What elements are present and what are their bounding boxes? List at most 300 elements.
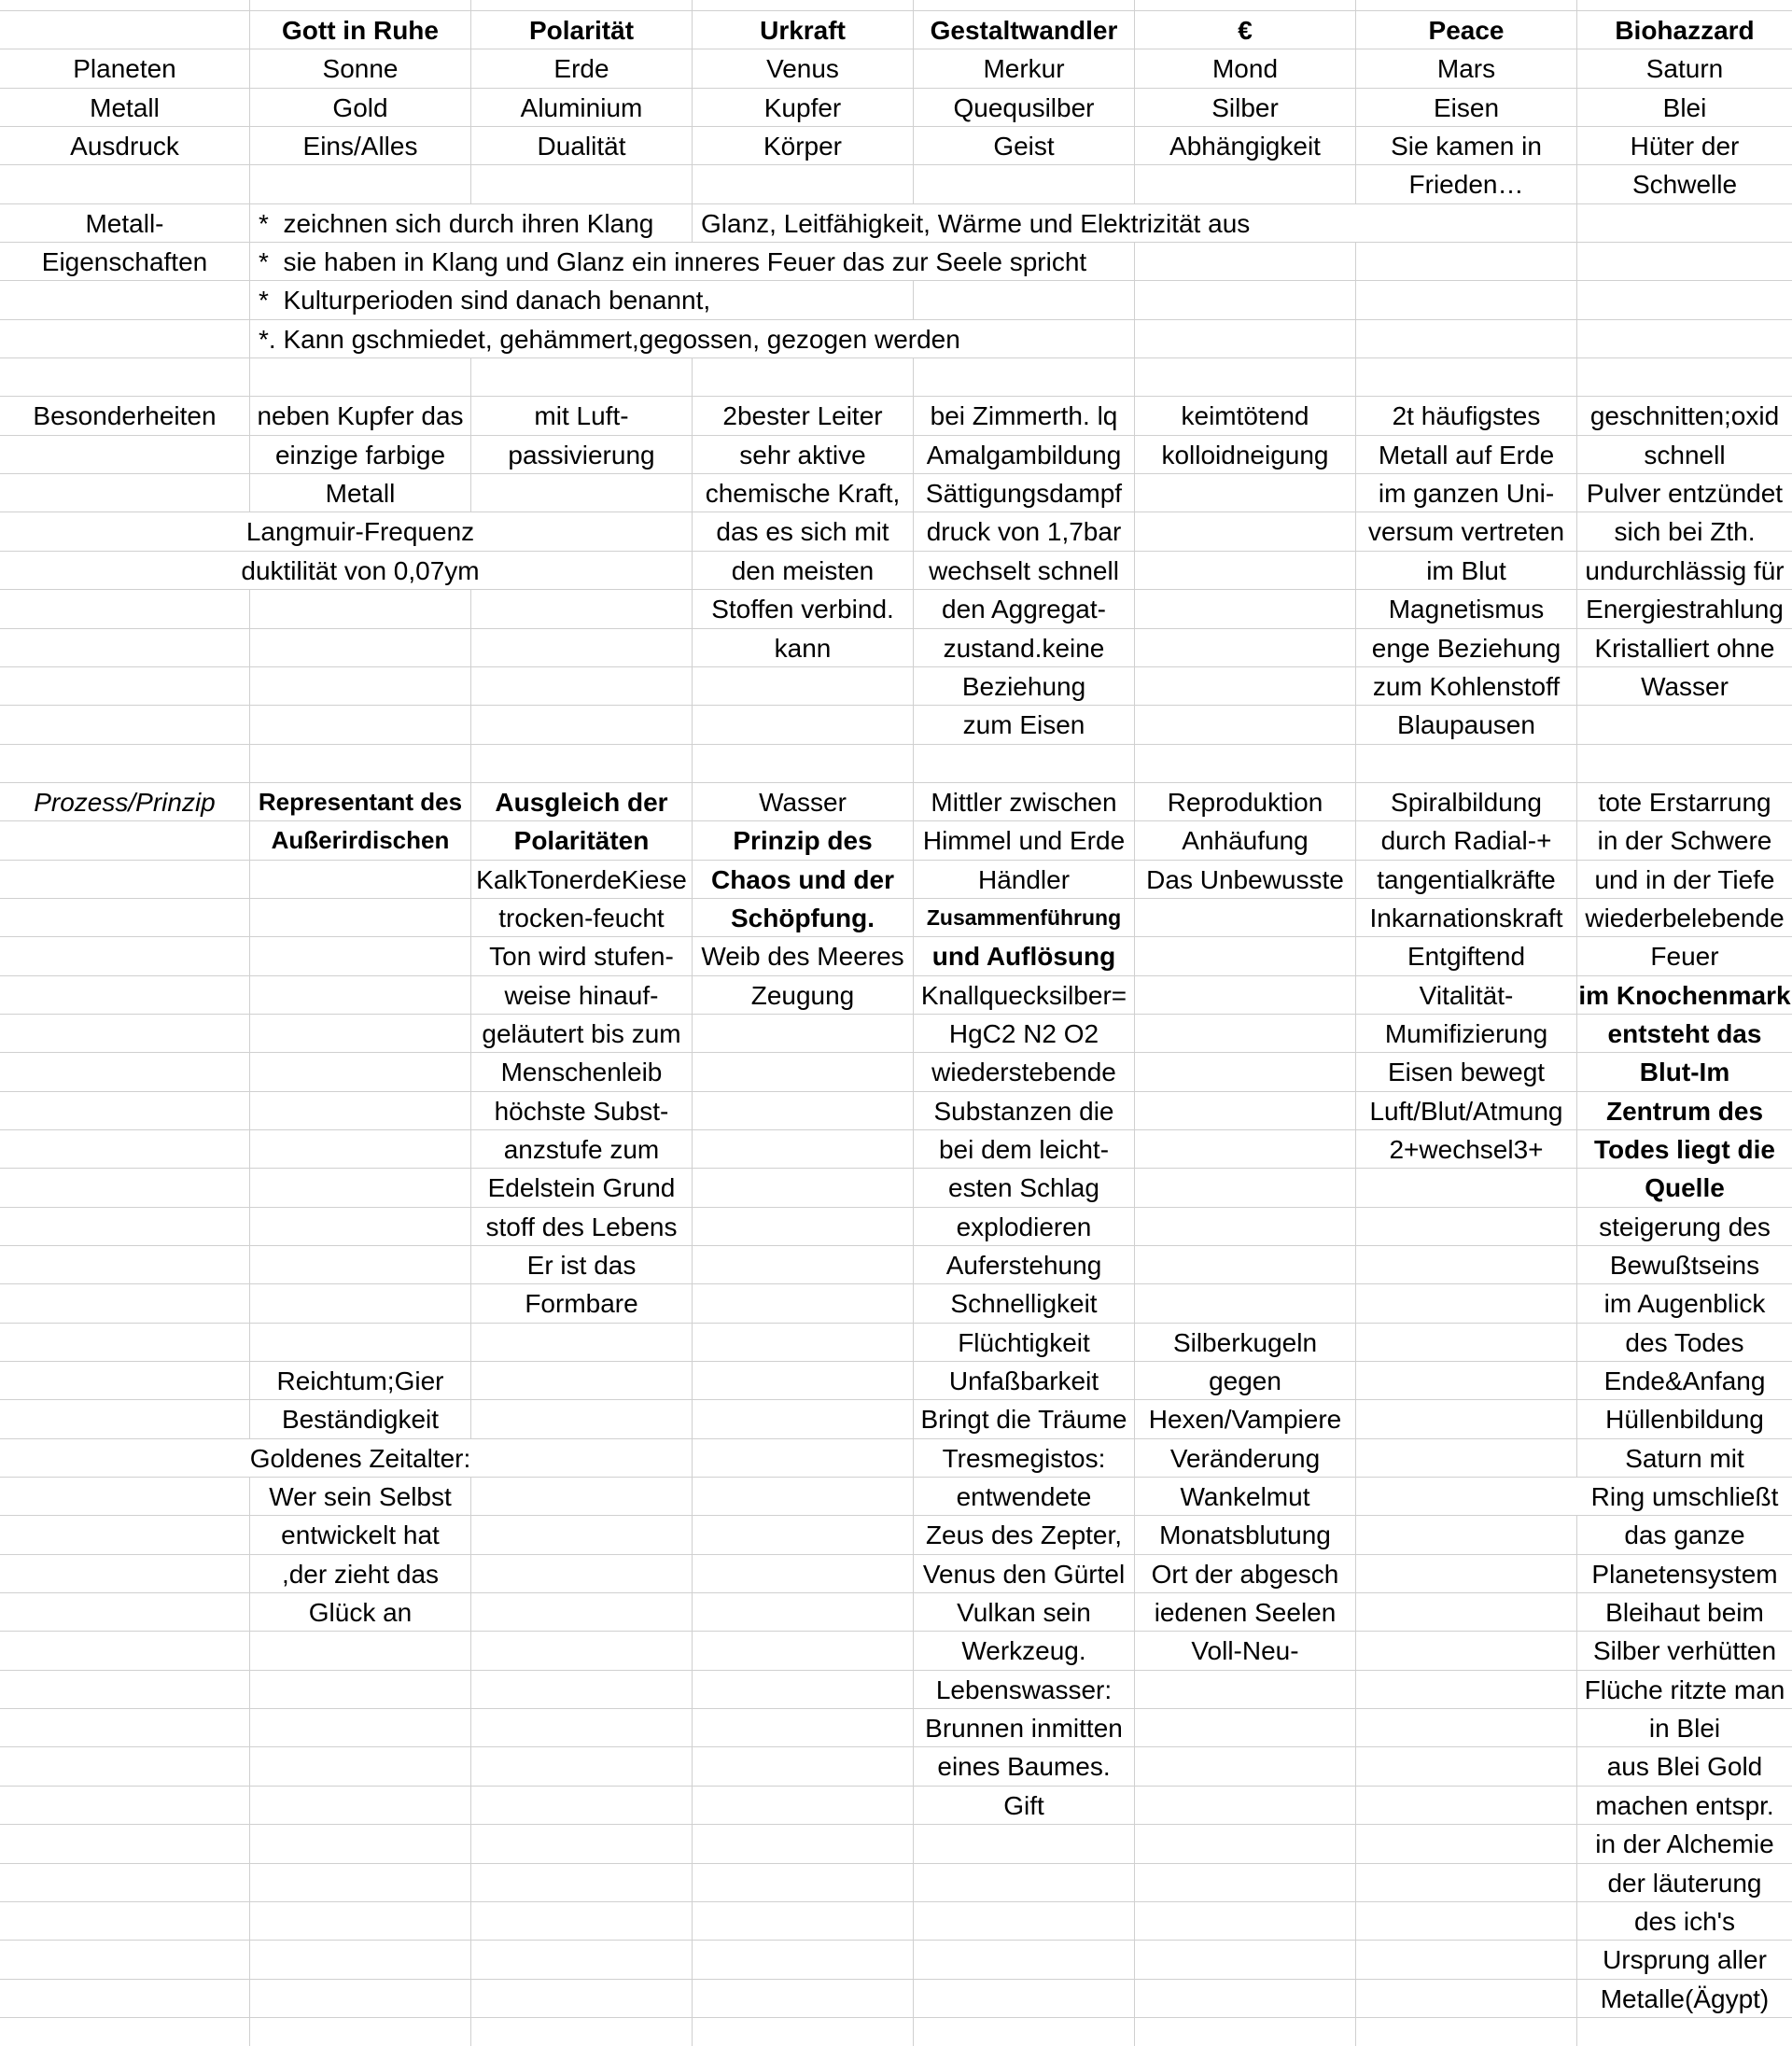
empty-cell[interactable] xyxy=(250,1941,471,1979)
cell-r5c7[interactable] xyxy=(1577,165,1792,203)
empty-cell[interactable] xyxy=(250,590,471,628)
empty-cell[interactable] xyxy=(250,165,471,203)
empty-cell[interactable] xyxy=(693,1593,914,1632)
empty-cell[interactable] xyxy=(250,629,471,667)
cell-r2c2[interactable] xyxy=(471,49,693,88)
empty-cell[interactable] xyxy=(693,1439,914,1478)
empty-cell[interactable] xyxy=(250,1671,471,1709)
empty-cell[interactable] xyxy=(250,976,471,1015)
cell-r12c6[interactable] xyxy=(1356,436,1577,474)
empty-cell[interactable] xyxy=(1356,1400,1577,1438)
empty-cell[interactable] xyxy=(693,1053,914,1091)
cell-r25c2[interactable] xyxy=(471,937,693,975)
cell-r21c2[interactable] xyxy=(471,783,693,821)
empty-cell[interactable] xyxy=(250,745,471,783)
empty-cell[interactable] xyxy=(0,1593,250,1632)
cell-r34c7[interactable] xyxy=(1577,1284,1792,1323)
empty-cell[interactable] xyxy=(693,1747,914,1786)
empty-cell[interactable] xyxy=(250,1208,471,1246)
cell-r5c6[interactable] xyxy=(1356,165,1577,203)
cell-r26c7[interactable] xyxy=(1577,976,1792,1015)
empty-cell[interactable] xyxy=(471,1747,693,1786)
cell-r26c6[interactable] xyxy=(1356,976,1577,1015)
cell-r39c5[interactable] xyxy=(1135,1478,1356,1516)
cell-r1c4[interactable] xyxy=(914,11,1135,49)
cell-r33c4[interactable] xyxy=(914,1246,1135,1284)
cell-r36c4[interactable] xyxy=(914,1362,1135,1400)
empty-cell[interactable] xyxy=(250,1284,471,1323)
cell-r47c4[interactable] xyxy=(914,1787,1135,1825)
cell-r43c7[interactable] xyxy=(1577,1632,1792,1670)
empty-cell[interactable] xyxy=(693,1632,914,1670)
cell-r26c3[interactable] xyxy=(693,976,914,1015)
empty-cell[interactable] xyxy=(250,667,471,706)
empty-cell[interactable] xyxy=(471,745,693,783)
cell-r4c0[interactable] xyxy=(0,127,250,165)
empty-cell[interactable] xyxy=(914,165,1135,203)
cell-r12c1[interactable] xyxy=(250,436,471,474)
empty-cell[interactable] xyxy=(471,1825,693,1863)
empty-cell[interactable] xyxy=(1356,320,1577,358)
cell-r3c3[interactable] xyxy=(693,89,914,127)
cell-r2c4[interactable] xyxy=(914,49,1135,88)
cell-r33c2[interactable] xyxy=(471,1246,693,1284)
cell-r12c7[interactable] xyxy=(1577,436,1792,474)
cell-r40c5[interactable] xyxy=(1135,1516,1356,1554)
empty-cell[interactable] xyxy=(0,1516,250,1554)
empty-cell[interactable] xyxy=(0,1747,250,1786)
cell-r17c4[interactable] xyxy=(914,629,1135,667)
empty-cell[interactable] xyxy=(0,0,250,11)
empty-cell[interactable] xyxy=(693,1246,914,1284)
empty-cell[interactable] xyxy=(693,1208,914,1246)
empty-cell[interactable] xyxy=(250,1015,471,1053)
empty-cell[interactable] xyxy=(250,861,471,899)
empty-cell[interactable] xyxy=(693,1516,914,1554)
empty-cell[interactable] xyxy=(914,2018,1135,2046)
cell-r22c3[interactable] xyxy=(693,821,914,860)
cell-r13c3[interactable] xyxy=(693,474,914,512)
empty-cell[interactable] xyxy=(1356,1439,1577,1478)
empty-cell[interactable] xyxy=(0,1169,250,1207)
cell-r22c5[interactable] xyxy=(1135,821,1356,860)
cell-r1c5[interactable] xyxy=(1135,11,1356,49)
empty-cell[interactable] xyxy=(250,1747,471,1786)
empty-cell[interactable] xyxy=(914,281,1135,319)
empty-cell[interactable] xyxy=(693,1787,914,1825)
cell-r1c1[interactable] xyxy=(250,11,471,49)
empty-cell[interactable] xyxy=(693,1092,914,1130)
cell-r2c7[interactable] xyxy=(1577,49,1792,88)
cell-r38c7[interactable] xyxy=(1577,1439,1792,1478)
cell-r28c2[interactable] xyxy=(471,1053,693,1091)
cell-r41c7[interactable] xyxy=(1577,1555,1792,1593)
cell-r21c3[interactable] xyxy=(693,783,914,821)
empty-cell[interactable] xyxy=(250,1787,471,1825)
cell-r30c4[interactable] xyxy=(914,1130,1135,1169)
empty-cell[interactable] xyxy=(1356,0,1577,11)
empty-cell[interactable] xyxy=(693,1709,914,1747)
empty-cell[interactable] xyxy=(250,1864,471,1902)
cell-r29c4[interactable] xyxy=(914,1092,1135,1130)
cell-r4c3[interactable] xyxy=(693,127,914,165)
cell-r31c2[interactable] xyxy=(471,1169,693,1207)
empty-cell[interactable] xyxy=(471,2018,693,2046)
empty-cell[interactable] xyxy=(1135,1169,1356,1207)
cell-r32c4[interactable] xyxy=(914,1208,1135,1246)
empty-cell[interactable] xyxy=(693,1825,914,1863)
empty-cell[interactable] xyxy=(693,0,914,11)
empty-cell[interactable] xyxy=(1135,976,1356,1015)
empty-cell[interactable] xyxy=(471,590,693,628)
empty-cell[interactable] xyxy=(1135,512,1356,551)
empty-cell[interactable] xyxy=(471,1362,693,1400)
empty-cell[interactable] xyxy=(0,165,250,203)
empty-cell[interactable] xyxy=(1356,1787,1577,1825)
empty-cell[interactable] xyxy=(0,590,250,628)
empty-cell[interactable] xyxy=(250,1902,471,1941)
cell-r41c1[interactable] xyxy=(250,1555,471,1593)
empty-cell[interactable] xyxy=(250,2018,471,2046)
empty-cell[interactable] xyxy=(250,1709,471,1747)
cell-r28c6[interactable] xyxy=(1356,1053,1577,1091)
empty-cell[interactable] xyxy=(1356,1902,1577,1941)
empty-cell[interactable] xyxy=(1135,1709,1356,1747)
empty-cell[interactable] xyxy=(250,1130,471,1169)
empty-cell[interactable] xyxy=(471,629,693,667)
cell-r9c1[interactable] xyxy=(250,320,1135,358)
empty-cell[interactable] xyxy=(471,1632,693,1670)
empty-cell[interactable] xyxy=(0,899,250,937)
cell-r40c1[interactable] xyxy=(250,1516,471,1554)
empty-cell[interactable] xyxy=(1356,1208,1577,1246)
cell-r39c4[interactable] xyxy=(914,1478,1135,1516)
empty-cell[interactable] xyxy=(0,667,250,706)
cell-r35c7[interactable] xyxy=(1577,1324,1792,1362)
empty-cell[interactable] xyxy=(1135,899,1356,937)
cell-r31c4[interactable] xyxy=(914,1169,1135,1207)
empty-cell[interactable] xyxy=(0,821,250,860)
cell-r38c5[interactable] xyxy=(1135,1439,1356,1478)
empty-cell[interactable] xyxy=(471,0,693,11)
cell-r6c0[interactable] xyxy=(0,204,250,243)
empty-cell[interactable] xyxy=(0,1284,250,1323)
cell-r40c7[interactable] xyxy=(1577,1516,1792,1554)
cell-r50c7[interactable] xyxy=(1577,1902,1792,1941)
cell-r11c2[interactable] xyxy=(471,397,693,435)
empty-cell[interactable] xyxy=(1356,1516,1577,1554)
cell-r24c3[interactable] xyxy=(693,899,914,937)
empty-cell[interactable] xyxy=(693,358,914,397)
empty-cell[interactable] xyxy=(1577,204,1792,243)
cell-r8c1[interactable] xyxy=(250,281,914,319)
empty-cell[interactable] xyxy=(1356,1593,1577,1632)
cell-r21c4[interactable] xyxy=(914,783,1135,821)
empty-cell[interactable] xyxy=(1135,1980,1356,2018)
empty-cell[interactable] xyxy=(471,1593,693,1632)
empty-cell[interactable] xyxy=(1135,745,1356,783)
empty-cell[interactable] xyxy=(1356,2018,1577,2046)
cell-r18c4[interactable] xyxy=(914,667,1135,706)
empty-cell[interactable] xyxy=(0,1130,250,1169)
empty-cell[interactable] xyxy=(1577,706,1792,744)
empty-cell[interactable] xyxy=(0,1902,250,1941)
empty-cell[interactable] xyxy=(0,1825,250,1863)
cell-r23c4[interactable] xyxy=(914,861,1135,899)
cell-r13c1[interactable] xyxy=(250,474,471,512)
cell-r49c7[interactable] xyxy=(1577,1864,1792,1902)
empty-cell[interactable] xyxy=(1577,2018,1792,2046)
empty-cell[interactable] xyxy=(1356,243,1577,281)
empty-cell[interactable] xyxy=(471,1671,693,1709)
cell-r4c6[interactable] xyxy=(1356,127,1577,165)
cell-r14c7[interactable] xyxy=(1577,512,1792,551)
empty-cell[interactable] xyxy=(1356,1555,1577,1593)
empty-cell[interactable] xyxy=(0,358,250,397)
cell-r1c2[interactable] xyxy=(471,11,693,49)
empty-cell[interactable] xyxy=(1135,937,1356,975)
empty-cell[interactable] xyxy=(693,2018,914,2046)
empty-cell[interactable] xyxy=(693,1671,914,1709)
empty-cell[interactable] xyxy=(1577,745,1792,783)
cell-r48c7[interactable] xyxy=(1577,1825,1792,1863)
cell-r25c7[interactable] xyxy=(1577,937,1792,975)
empty-cell[interactable] xyxy=(0,629,250,667)
cell-r27c2[interactable] xyxy=(471,1015,693,1053)
cell-r40c4[interactable] xyxy=(914,1516,1135,1554)
cell-r24c2[interactable] xyxy=(471,899,693,937)
empty-cell[interactable] xyxy=(250,1825,471,1863)
cell-r42c5[interactable] xyxy=(1135,1593,1356,1632)
cell-r11c1[interactable] xyxy=(250,397,471,435)
empty-cell[interactable] xyxy=(471,1555,693,1593)
cell-r3c2[interactable] xyxy=(471,89,693,127)
cell-r52c7[interactable] xyxy=(1577,1980,1792,2018)
empty-cell[interactable] xyxy=(1135,281,1356,319)
cell-r16c6[interactable] xyxy=(1356,590,1577,628)
empty-cell[interactable] xyxy=(471,1941,693,1979)
cell-r27c6[interactable] xyxy=(1356,1015,1577,1053)
cell-r42c7[interactable] xyxy=(1577,1593,1792,1632)
cell-r26c2[interactable] xyxy=(471,976,693,1015)
empty-cell[interactable] xyxy=(471,358,693,397)
cell-r12c4[interactable] xyxy=(914,436,1135,474)
empty-cell[interactable] xyxy=(1577,320,1792,358)
empty-cell[interactable] xyxy=(1135,1941,1356,1979)
empty-cell[interactable] xyxy=(1577,281,1792,319)
cell-r3c1[interactable] xyxy=(250,89,471,127)
empty-cell[interactable] xyxy=(0,1015,250,1053)
cell-r12c3[interactable] xyxy=(693,436,914,474)
empty-cell[interactable] xyxy=(1135,1208,1356,1246)
cell-r12c2[interactable] xyxy=(471,436,693,474)
empty-cell[interactable] xyxy=(693,1362,914,1400)
empty-cell[interactable] xyxy=(471,1787,693,1825)
cell-r21c0[interactable] xyxy=(0,783,250,821)
empty-cell[interactable] xyxy=(0,976,250,1015)
cell-r29c6[interactable] xyxy=(1356,1092,1577,1130)
empty-cell[interactable] xyxy=(693,667,914,706)
cell-r22c4[interactable] xyxy=(914,821,1135,860)
cell-r4c5[interactable] xyxy=(1135,127,1356,165)
empty-cell[interactable] xyxy=(1356,1632,1577,1670)
cell-r30c6[interactable] xyxy=(1356,1130,1577,1169)
empty-cell[interactable] xyxy=(1135,706,1356,744)
cell-r11c4[interactable] xyxy=(914,397,1135,435)
empty-cell[interactable] xyxy=(250,1053,471,1091)
cell-r14c6[interactable] xyxy=(1356,512,1577,551)
empty-cell[interactable] xyxy=(250,0,471,11)
empty-cell[interactable] xyxy=(693,1555,914,1593)
cell-r17c7[interactable] xyxy=(1577,629,1792,667)
empty-cell[interactable] xyxy=(0,436,250,474)
empty-cell[interactable] xyxy=(1135,1825,1356,1863)
cell-r16c4[interactable] xyxy=(914,590,1135,628)
empty-cell[interactable] xyxy=(0,1246,250,1284)
cell-r15c4[interactable] xyxy=(914,552,1135,590)
empty-cell[interactable] xyxy=(693,1980,914,2018)
cell-r14c0[interactable] xyxy=(0,512,693,551)
cell-r32c7[interactable] xyxy=(1577,1208,1792,1246)
empty-cell[interactable] xyxy=(914,1941,1135,1979)
cell-r23c5[interactable] xyxy=(1135,861,1356,899)
empty-cell[interactable] xyxy=(0,1478,250,1516)
cell-r43c4[interactable] xyxy=(914,1632,1135,1670)
empty-cell[interactable] xyxy=(471,1980,693,2018)
empty-cell[interactable] xyxy=(1577,358,1792,397)
empty-cell[interactable] xyxy=(1356,1709,1577,1747)
empty-cell[interactable] xyxy=(250,937,471,975)
empty-cell[interactable] xyxy=(471,1478,693,1516)
empty-cell[interactable] xyxy=(914,1980,1135,2018)
empty-cell[interactable] xyxy=(0,1208,250,1246)
empty-cell[interactable] xyxy=(0,1324,250,1362)
cell-r25c4[interactable] xyxy=(914,937,1135,975)
cell-r15c0[interactable] xyxy=(0,552,693,590)
cell-r17c3[interactable] xyxy=(693,629,914,667)
cell-r23c2[interactable] xyxy=(471,861,693,899)
empty-cell[interactable] xyxy=(1135,2018,1356,2046)
empty-cell[interactable] xyxy=(0,1053,250,1091)
cell-r2c6[interactable] xyxy=(1356,49,1577,88)
empty-cell[interactable] xyxy=(914,0,1135,11)
cell-r7c0[interactable] xyxy=(0,243,250,281)
empty-cell[interactable] xyxy=(0,1400,250,1438)
empty-cell[interactable] xyxy=(0,1555,250,1593)
empty-cell[interactable] xyxy=(471,1516,693,1554)
empty-cell[interactable] xyxy=(693,706,914,744)
empty-cell[interactable] xyxy=(914,1864,1135,1902)
empty-cell[interactable] xyxy=(914,1902,1135,1941)
empty-cell[interactable] xyxy=(1135,1902,1356,1941)
empty-cell[interactable] xyxy=(1356,1825,1577,1863)
empty-cell[interactable] xyxy=(1356,1324,1577,1362)
empty-cell[interactable] xyxy=(1356,1362,1577,1400)
empty-cell[interactable] xyxy=(1135,1864,1356,1902)
cell-r22c2[interactable] xyxy=(471,821,693,860)
empty-cell[interactable] xyxy=(0,281,250,319)
cell-r23c6[interactable] xyxy=(1356,861,1577,899)
cell-r30c7[interactable] xyxy=(1577,1130,1792,1169)
cell-r12c5[interactable] xyxy=(1135,436,1356,474)
cell-r34c4[interactable] xyxy=(914,1284,1135,1323)
cell-r25c6[interactable] xyxy=(1356,937,1577,975)
cell-r41c5[interactable] xyxy=(1135,1555,1356,1593)
empty-cell[interactable] xyxy=(250,1246,471,1284)
cell-r11c5[interactable] xyxy=(1135,397,1356,435)
cell-r24c7[interactable] xyxy=(1577,899,1792,937)
cell-r22c6[interactable] xyxy=(1356,821,1577,860)
cell-r15c3[interactable] xyxy=(693,552,914,590)
cell-r4c7[interactable] xyxy=(1577,127,1792,165)
cell-r33c7[interactable] xyxy=(1577,1246,1792,1284)
empty-cell[interactable] xyxy=(0,745,250,783)
cell-r4c1[interactable] xyxy=(250,127,471,165)
empty-cell[interactable] xyxy=(250,1632,471,1670)
empty-cell[interactable] xyxy=(693,1478,914,1516)
cell-r13c7[interactable] xyxy=(1577,474,1792,512)
cell-r42c4[interactable] xyxy=(914,1593,1135,1632)
cell-r37c7[interactable] xyxy=(1577,1400,1792,1438)
cell-r37c1[interactable] xyxy=(250,1400,471,1438)
empty-cell[interactable] xyxy=(1356,745,1577,783)
cell-r39c1[interactable] xyxy=(250,1478,471,1516)
cell-r47c7[interactable] xyxy=(1577,1787,1792,1825)
cell-r44c7[interactable] xyxy=(1577,1671,1792,1709)
empty-cell[interactable] xyxy=(0,1941,250,1979)
empty-cell[interactable] xyxy=(250,358,471,397)
cell-r23c3[interactable] xyxy=(693,861,914,899)
cell-r18c7[interactable] xyxy=(1577,667,1792,706)
empty-cell[interactable] xyxy=(693,1130,914,1169)
empty-cell[interactable] xyxy=(1577,0,1792,11)
cell-r19c6[interactable] xyxy=(1356,706,1577,744)
empty-cell[interactable] xyxy=(471,474,693,512)
cell-r2c0[interactable] xyxy=(0,49,250,88)
cell-r35c4[interactable] xyxy=(914,1324,1135,1362)
empty-cell[interactable] xyxy=(914,745,1135,783)
cell-r31c7[interactable] xyxy=(1577,1169,1792,1207)
empty-cell[interactable] xyxy=(0,474,250,512)
empty-cell[interactable] xyxy=(1356,358,1577,397)
empty-cell[interactable] xyxy=(1356,1246,1577,1284)
cell-r4c4[interactable] xyxy=(914,127,1135,165)
empty-cell[interactable] xyxy=(0,1980,250,2018)
empty-cell[interactable] xyxy=(1356,1980,1577,2018)
cell-r15c6[interactable] xyxy=(1356,552,1577,590)
empty-cell[interactable] xyxy=(0,937,250,975)
empty-cell[interactable] xyxy=(471,706,693,744)
cell-r27c4[interactable] xyxy=(914,1015,1135,1053)
cell-r35c5[interactable] xyxy=(1135,1324,1356,1362)
cell-r3c6[interactable] xyxy=(1356,89,1577,127)
cell-r11c7[interactable] xyxy=(1577,397,1792,435)
cell-r45c7[interactable] xyxy=(1577,1709,1792,1747)
cell-r36c7[interactable] xyxy=(1577,1362,1792,1400)
empty-cell[interactable] xyxy=(914,1825,1135,1863)
empty-cell[interactable] xyxy=(1135,474,1356,512)
empty-cell[interactable] xyxy=(0,2018,250,2046)
empty-cell[interactable] xyxy=(693,1015,914,1053)
empty-cell[interactable] xyxy=(1135,358,1356,397)
cell-r2c1[interactable] xyxy=(250,49,471,88)
empty-cell[interactable] xyxy=(1135,0,1356,11)
cell-r22c7[interactable] xyxy=(1577,821,1792,860)
empty-cell[interactable] xyxy=(250,1169,471,1207)
cell-r46c4[interactable] xyxy=(914,1747,1135,1786)
empty-cell[interactable] xyxy=(0,1632,250,1670)
cell-r21c6[interactable] xyxy=(1356,783,1577,821)
